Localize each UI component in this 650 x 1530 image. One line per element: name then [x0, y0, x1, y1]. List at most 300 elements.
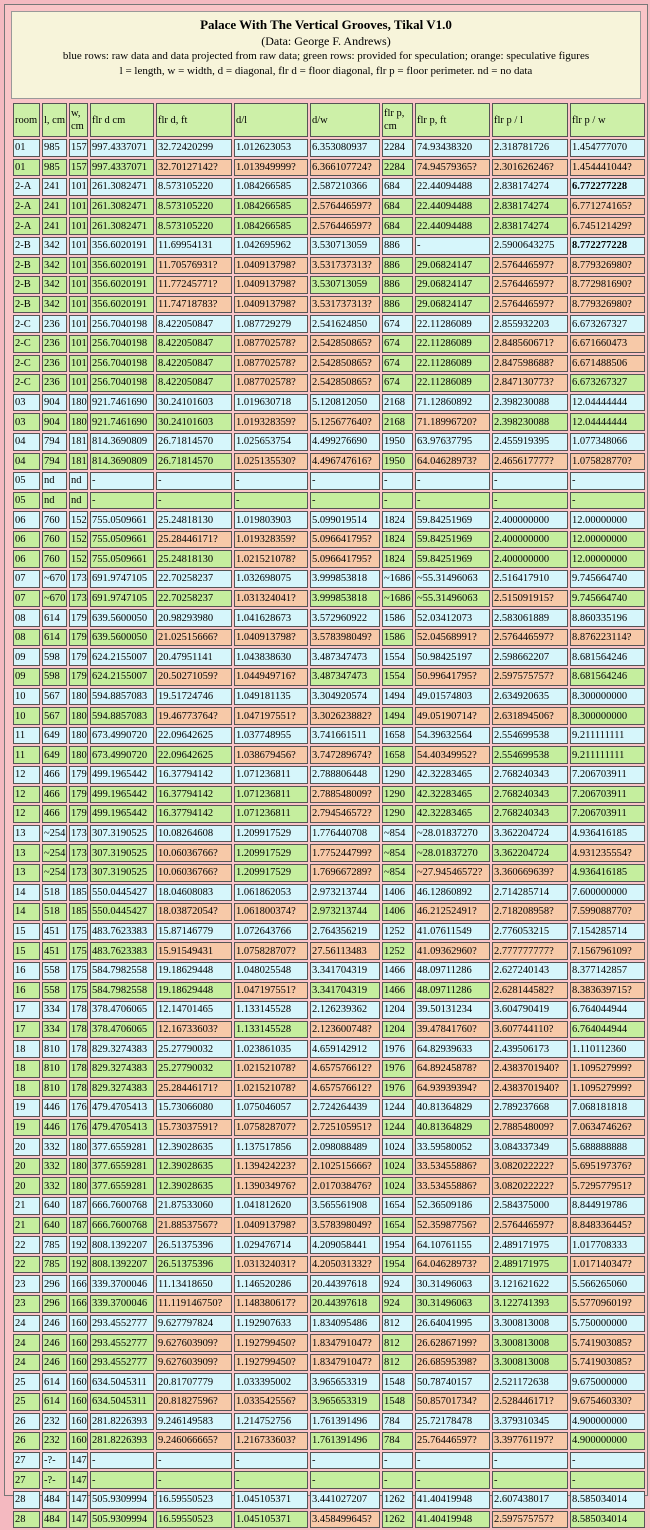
table-cell: 2.542850865? — [310, 374, 380, 392]
table-cell: 54.39632564 — [415, 727, 490, 745]
table-row — [13, 923, 645, 941]
table-cell: 5.566265060 — [570, 1275, 645, 1293]
table-cell: nd — [69, 472, 88, 490]
table-cell: 9.675000000 — [570, 1373, 645, 1391]
table-cell: ~28.01837270 — [415, 825, 490, 843]
table-cell: 1.769667289? — [310, 864, 380, 882]
table-cell: 2.794546572? — [310, 805, 380, 823]
table-cell: 01 — [13, 159, 40, 177]
table-cell: 1.043838630 — [234, 648, 308, 666]
table-row — [13, 257, 645, 275]
table-cell: 41.07611549 — [415, 923, 490, 941]
table-body — [13, 139, 645, 1528]
table-cell: 25 — [13, 1373, 40, 1391]
table-cell: 2.123600748? — [310, 1021, 380, 1039]
table-cell: - — [382, 472, 413, 490]
table-cell: 598 — [42, 668, 67, 686]
table-cell: 5.099019514 — [310, 511, 380, 529]
table-cell: 24 — [13, 1354, 40, 1372]
table-row — [13, 746, 645, 764]
table-cell: 2-B — [13, 257, 40, 275]
table-row — [13, 1491, 645, 1509]
table-cell: 25.72178478 — [415, 1413, 490, 1431]
table-cell: 1.048025548 — [234, 962, 308, 980]
table-cell: 378.4706065 — [90, 1001, 154, 1019]
table-cell: 25.24818130 — [156, 550, 232, 568]
table-cell: 1.075828707? — [234, 942, 308, 960]
table-cell: 1.148380617? — [234, 1295, 308, 1313]
table-cell: 25.28446171? — [156, 531, 232, 549]
table-cell: 640 — [42, 1217, 67, 1235]
table-cell: 3.379310345 — [492, 1413, 568, 1431]
table-row — [13, 296, 645, 314]
table-cell: 192 — [69, 1236, 88, 1254]
table-cell: 810 — [42, 1060, 67, 1078]
table-cell: 2168 — [382, 394, 413, 412]
table-cell: 1.087702578? — [234, 374, 308, 392]
table-cell: 684 — [382, 217, 413, 235]
table-cell: 594.8857083 — [90, 707, 154, 725]
table-row — [13, 276, 645, 294]
table-cell: 3.530713059 — [310, 237, 380, 255]
table-cell: 1.137517856 — [234, 1138, 308, 1156]
table-cell: 147 — [69, 1491, 88, 1509]
table-row — [13, 884, 645, 902]
table-row — [13, 1511, 645, 1529]
table-cell: 27.56113483 — [310, 942, 380, 960]
table-cell: 1654 — [382, 1217, 413, 1235]
table-cell: 755.0509661 — [90, 550, 154, 568]
table-cell: 2-B — [13, 296, 40, 314]
table-cell: 157 — [69, 139, 88, 157]
table-cell: 16.59550523 — [156, 1491, 232, 1509]
table-cell: 985 — [42, 159, 67, 177]
table-cell: 2.768240343 — [492, 766, 568, 784]
table-cell: 2.400000000 — [492, 511, 568, 529]
table-cell: 614 — [42, 1393, 67, 1411]
table-row — [13, 1413, 645, 1431]
table-cell: 785 — [42, 1236, 67, 1254]
table-cell: 21 — [13, 1197, 40, 1215]
table-cell: 178 — [69, 1001, 88, 1019]
table-cell: 256.7040198 — [90, 374, 154, 392]
table-cell: 1.019630718 — [234, 394, 308, 412]
table-row — [13, 982, 645, 1000]
table-cell: 22.44094488 — [415, 198, 490, 216]
col-header-d-over-l: d/l — [234, 103, 308, 137]
table-cell: 1950 — [382, 433, 413, 451]
table-cell: 15.87146779 — [156, 923, 232, 941]
table-row — [13, 1432, 645, 1450]
table-cell: 16 — [13, 962, 40, 980]
table-cell: - — [90, 472, 154, 490]
table-cell: 15.73037591? — [156, 1119, 232, 1137]
table-row — [13, 374, 645, 392]
table-cell: 1.040913798? — [234, 296, 308, 314]
table-cell: 20.44397618 — [310, 1275, 380, 1293]
table-cell: 7.206703911 — [570, 766, 645, 784]
table-cell: 1494 — [382, 707, 413, 725]
table-cell: 3.487347473 — [310, 648, 380, 666]
table-cell: 1.042695962 — [234, 237, 308, 255]
table-cell: - — [310, 472, 380, 490]
table-cell: 2.576446597? — [492, 629, 568, 647]
table-cell: 2.714285714 — [492, 884, 568, 902]
table-cell: 2.516417910 — [492, 570, 568, 588]
table-cell: 674 — [382, 315, 413, 333]
table-cell: 2.788548009? — [310, 786, 380, 804]
table-cell: 2.838174274 — [492, 178, 568, 196]
table-cell: 173 — [69, 864, 88, 882]
table-cell: 16.37794142 — [156, 766, 232, 784]
table-cell: 3.082022222? — [492, 1158, 568, 1176]
table-row — [13, 1138, 645, 1156]
table-row — [13, 511, 645, 529]
table-cell: 40.81364829 — [415, 1119, 490, 1137]
table-cell: 1954 — [382, 1256, 413, 1274]
table-cell: 342 — [42, 276, 67, 294]
table-row — [13, 550, 645, 568]
table-cell: 41.40419948 — [415, 1511, 490, 1529]
table-cell: 26 — [13, 1413, 40, 1431]
table-cell: 26.51375396 — [156, 1256, 232, 1274]
table-cell: 451 — [42, 942, 67, 960]
table-cell: 7.599088770? — [570, 903, 645, 921]
table-cell: ~254 — [42, 825, 67, 843]
table-cell: 1.071236811 — [234, 766, 308, 784]
table-cell: 05 — [13, 492, 40, 510]
table-cell: 4.936416185 — [570, 825, 645, 843]
table-cell: 673.4990720 — [90, 727, 154, 745]
table-cell: 1.109527999? — [570, 1080, 645, 1098]
table-cell: 356.6020191 — [90, 237, 154, 255]
table-cell: 8.377142857 — [570, 962, 645, 980]
table-cell: 886 — [382, 296, 413, 314]
table-cell: 7.156796109? — [570, 942, 645, 960]
table-cell: 2.398230088 — [492, 413, 568, 431]
table-cell: 03 — [13, 394, 40, 412]
table-cell: 499.1965442 — [90, 805, 154, 823]
table-cell: 332 — [42, 1158, 67, 1176]
table-cell: 1.084266585 — [234, 198, 308, 216]
table-cell: 101 — [69, 315, 88, 333]
table-cell: 59.84251969 — [415, 531, 490, 549]
table-row — [13, 198, 645, 216]
table-cell: 829.3274383 — [90, 1060, 154, 1078]
table-cell: 3.122741393 — [492, 1295, 568, 1313]
table-cell: 04 — [13, 433, 40, 451]
table-cell: 1024 — [382, 1158, 413, 1176]
table-row — [13, 688, 645, 706]
col-header-perim-over-l: flr p / l — [492, 103, 568, 137]
table-cell: 59.84251969 — [415, 550, 490, 568]
table-cell: 1.021521078? — [234, 550, 308, 568]
table-cell: 1.033542556? — [234, 1393, 308, 1411]
table-cell: 21.87533060 — [156, 1197, 232, 1215]
table-cell: 11 — [13, 746, 40, 764]
table-cell: 1252 — [382, 923, 413, 941]
table-row — [13, 1080, 645, 1098]
table-row — [13, 1158, 645, 1176]
table-cell: 3.458499645? — [310, 1511, 380, 1529]
table-cell: 2.576446597? — [492, 1217, 568, 1235]
table-cell: 25.27790032 — [156, 1060, 232, 1078]
table-cell: 1.192907633 — [234, 1315, 308, 1333]
table-cell: 54.40349952? — [415, 746, 490, 764]
table-cell: - — [382, 492, 413, 510]
table-cell: 41.40419948 — [415, 1491, 490, 1509]
table-cell: 24 — [13, 1334, 40, 1352]
table-cell: 30.31496063 — [415, 1295, 490, 1313]
table-cell: 12.39028635 — [156, 1138, 232, 1156]
table-row — [13, 1001, 645, 1019]
table-cell: 29.06824147 — [415, 276, 490, 294]
table-cell: 1976 — [382, 1080, 413, 1098]
table-cell: 2-B — [13, 276, 40, 294]
table-cell: - — [234, 472, 308, 490]
table-cell: 21.88537567? — [156, 1217, 232, 1235]
table-cell: ~55.31496063 — [415, 570, 490, 588]
table-cell: 1554 — [382, 668, 413, 686]
table-cell: 160 — [69, 1432, 88, 1450]
table-cell: 4.657576612? — [310, 1080, 380, 1098]
table-cell: 22 — [13, 1256, 40, 1274]
table-cell: 760 — [42, 511, 67, 529]
table-cell: 20.98293980 — [156, 609, 232, 627]
table-cell: 166 — [69, 1295, 88, 1313]
table-cell: 2.455919395 — [492, 433, 568, 451]
table-cell: 30.24101603 — [156, 413, 232, 431]
table-cell: 5.577096019? — [570, 1295, 645, 1313]
table-cell: 241 — [42, 217, 67, 235]
table-cell: - — [156, 1471, 232, 1489]
table-cell: 785 — [42, 1256, 67, 1274]
table-cell: - — [382, 1452, 413, 1470]
table-cell: 812 — [382, 1354, 413, 1372]
table-cell: 1.761391496 — [310, 1432, 380, 1450]
col-header-perim-over-w: flr p / w — [570, 103, 645, 137]
table-cell: 2.576446597? — [492, 296, 568, 314]
table-cell: 3.300813008 — [492, 1315, 568, 1333]
table-cell: 04 — [13, 453, 40, 471]
table-row — [13, 1177, 645, 1195]
table-cell: 101 — [69, 217, 88, 235]
table-cell: - — [382, 1471, 413, 1489]
table-cell: 2.768240343 — [492, 786, 568, 804]
table-cell: 42.32283465 — [415, 786, 490, 804]
table-cell: 904 — [42, 413, 67, 431]
table-cell: 160 — [69, 1393, 88, 1411]
table-cell: 179 — [69, 648, 88, 666]
table-cell: 42.32283465 — [415, 766, 490, 784]
table-cell: 997.4337071 — [90, 159, 154, 177]
table-row — [13, 335, 645, 353]
table-cell: 8.383639715? — [570, 982, 645, 1000]
table-cell: 101 — [69, 257, 88, 275]
table-cell: ~1686 — [382, 590, 413, 608]
table-cell: 377.6559281 — [90, 1138, 154, 1156]
table-cell: 1.019803903 — [234, 511, 308, 529]
table-cell: 332 — [42, 1138, 67, 1156]
table-cell: 2-B — [13, 237, 40, 255]
table-cell: 23 — [13, 1275, 40, 1293]
table-cell: 2.542850865? — [310, 355, 380, 373]
table-cell: 1.071236811 — [234, 805, 308, 823]
table-cell: 1204 — [382, 1021, 413, 1039]
table-cell: 356.6020191 — [90, 276, 154, 294]
table-cell: 1824 — [382, 511, 413, 529]
table-cell: 18.04608083 — [156, 884, 232, 902]
table-cell: 27 — [13, 1452, 40, 1470]
table-cell: 2.398230088 — [492, 394, 568, 412]
table-cell: 6.772277228 — [570, 178, 645, 196]
table-cell: 14 — [13, 884, 40, 902]
table-cell: ~27.94546572? — [415, 864, 490, 882]
table-cell: 3.397761197? — [492, 1432, 568, 1450]
table-cell: 181 — [69, 433, 88, 451]
table-cell: 684 — [382, 178, 413, 196]
table-cell: 74.93438320 — [415, 139, 490, 157]
table-cell: - — [492, 492, 568, 510]
table-cell: 8.585034014 — [570, 1511, 645, 1529]
table-cell: 11.119146750? — [156, 1295, 232, 1313]
table-cell: 19.18629448 — [156, 982, 232, 1000]
table-row — [13, 531, 645, 549]
table-cell: 466 — [42, 766, 67, 784]
table-cell: 377.6559281 — [90, 1158, 154, 1176]
table-row — [13, 433, 645, 451]
table-cell: 101 — [69, 296, 88, 314]
table-cell: 2.855932203 — [492, 315, 568, 333]
table-cell: 550.0445427 — [90, 903, 154, 921]
table-cell: 2.576446597? — [310, 198, 380, 216]
table-cell: 2284 — [382, 139, 413, 157]
table-cell: 07 — [13, 570, 40, 588]
table-cell: 3.578398049? — [310, 629, 380, 647]
table-cell: - — [415, 237, 490, 255]
table-cell: 2.847130773? — [492, 374, 568, 392]
table-cell: 2.098088489 — [310, 1138, 380, 1156]
table-cell: 4.900000000 — [570, 1432, 645, 1450]
table-cell: 2.584375000 — [492, 1197, 568, 1215]
table-cell: 1.214752756 — [234, 1413, 308, 1431]
table-cell: 2.777777777? — [492, 942, 568, 960]
table-cell: 1.040913798? — [234, 257, 308, 275]
table-cell: 05 — [13, 472, 40, 490]
table-cell: 20 — [13, 1138, 40, 1156]
table-cell: 1.023861035 — [234, 1040, 308, 1058]
table-cell: 2.576446597? — [310, 217, 380, 235]
table-cell: 2.788806448 — [310, 766, 380, 784]
table-cell: 614 — [42, 629, 67, 647]
table-cell: 674 — [382, 374, 413, 392]
table-cell: 1.033395002 — [234, 1373, 308, 1391]
table-cell: 3.741661511 — [310, 727, 380, 745]
table-cell: 3.999853818 — [310, 570, 380, 588]
table-cell: -?- — [42, 1471, 67, 1489]
table-cell: 11 — [13, 727, 40, 745]
table-cell: 22.44094488 — [415, 217, 490, 235]
table-cell: 499.1965442 — [90, 766, 154, 784]
table-cell: 5.729577951? — [570, 1177, 645, 1195]
table-row — [13, 315, 645, 333]
table-cell: 166 — [69, 1275, 88, 1293]
table-cell: 2.597575757? — [492, 668, 568, 686]
table-cell: 08 — [13, 629, 40, 647]
table-cell: 11.77245771? — [156, 276, 232, 294]
table-cell: 8.573105220 — [156, 178, 232, 196]
table-cell: 484 — [42, 1491, 67, 1509]
table-cell: 1.047197551? — [234, 982, 308, 1000]
table-cell: 3.578398049? — [310, 1217, 380, 1235]
table-cell: 15 — [13, 923, 40, 941]
table-cell: 1290 — [382, 786, 413, 804]
table-cell: 640 — [42, 1197, 67, 1215]
table-cell: 9.745664740 — [570, 590, 645, 608]
table-cell: 9.211111111 — [570, 727, 645, 745]
table-cell: 6.771274165? — [570, 198, 645, 216]
table-cell: 33.53455886? — [415, 1177, 490, 1195]
table-cell: ~670 — [42, 570, 67, 588]
table-cell: 01 — [13, 139, 40, 157]
table-cell: 307.3190525 — [90, 844, 154, 862]
table-cell: 241 — [42, 178, 67, 196]
table-row — [13, 1236, 645, 1254]
table-cell: 9.627603909? — [156, 1334, 232, 1352]
table-cell: 261.3082471 — [90, 178, 154, 196]
table-cell: 334 — [42, 1001, 67, 1019]
col-header-width: w, cm — [69, 103, 88, 137]
table-cell: 2.576446597? — [492, 276, 568, 294]
table-cell: 147 — [69, 1452, 88, 1470]
table-cell: 26 — [13, 1432, 40, 1450]
table-cell: 1654 — [382, 1197, 413, 1215]
table-cell: 1290 — [382, 805, 413, 823]
table-cell: 23 — [13, 1295, 40, 1313]
table-cell: 921.7461690 — [90, 413, 154, 431]
table-cell: 1.084266585 — [234, 178, 308, 196]
table-cell: 1.061862053 — [234, 884, 308, 902]
table-cell: 1.192799450? — [234, 1334, 308, 1352]
table-cell: 691.9747105 — [90, 590, 154, 608]
table-cell: 1244 — [382, 1119, 413, 1137]
table-cell: 7.063474626? — [570, 1119, 645, 1137]
table-cell: 3.341704319 — [310, 982, 380, 1000]
table-cell: 3.362204724 — [492, 844, 568, 862]
table-row — [13, 942, 645, 960]
table-cell: 236 — [42, 335, 67, 353]
table-cell: 180 — [69, 1138, 88, 1156]
table-row — [13, 453, 645, 471]
table-cell: 173 — [69, 570, 88, 588]
table-cell: 173 — [69, 844, 88, 862]
table-cell: 1824 — [382, 531, 413, 549]
table-cell: 755.0509661 — [90, 511, 154, 529]
table-cell: 666.7600768 — [90, 1217, 154, 1235]
table-cell: 187 — [69, 1197, 88, 1215]
table-cell: 4.205031332? — [310, 1256, 380, 1274]
table-cell: 3.304920574 — [310, 688, 380, 706]
table-cell: 281.8226393 — [90, 1432, 154, 1450]
table-row — [13, 1217, 645, 1235]
col-header-d-over-w: d/w — [310, 103, 380, 137]
table-cell: 2.597575757? — [492, 1511, 568, 1529]
table-cell: 8.779326980? — [570, 257, 645, 275]
table-cell: 8.422050847 — [156, 315, 232, 333]
table-cell: 179 — [69, 805, 88, 823]
table-cell: 10 — [13, 707, 40, 725]
table-row — [13, 648, 645, 666]
